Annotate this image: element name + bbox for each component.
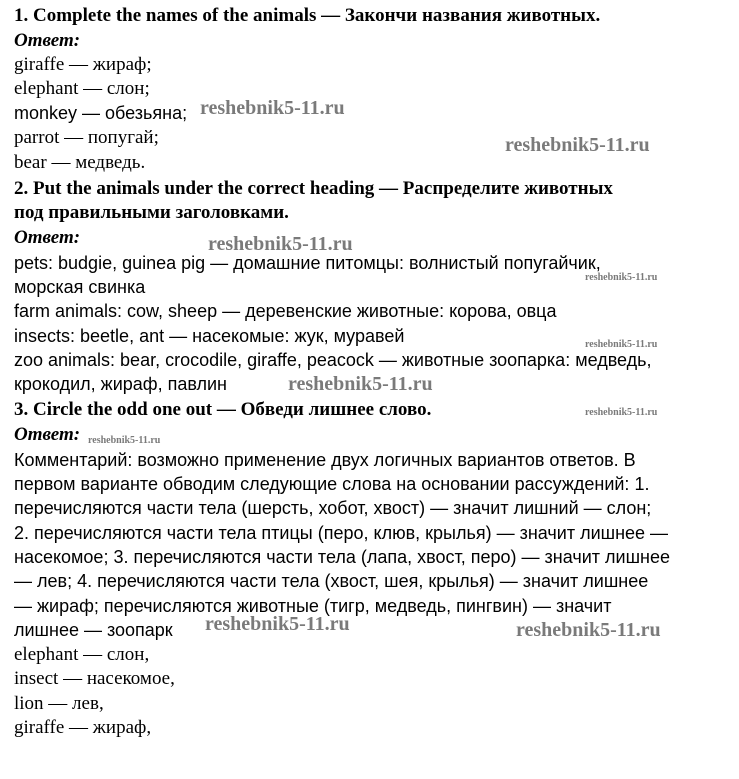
watermark: reshebnik5-11.ru (516, 619, 661, 641)
section-3-line: Комментарий: возможно применение двух логичных вариантов ответов. В (14, 450, 636, 470)
section-1-line: monkey — обезьяна; (14, 103, 188, 123)
section-1-line: giraffe — жираф; (14, 54, 152, 75)
watermark: reshebnik5-11.ru (505, 134, 650, 156)
watermark: reshebnik5-11.ru (205, 613, 350, 635)
section-1-line: elephant — слон; (14, 78, 150, 99)
section-3-answer-label: Ответ: (14, 424, 81, 445)
watermark: reshebnik5-11.ru (208, 233, 353, 255)
section-2-heading-cont: под правильными заголовками. (14, 202, 289, 223)
section-3-line: лишнее — зоопарк (14, 620, 173, 640)
section-3-line: 2. перечисляются части тела птицы (перо, клюв, крылья) — значит лишнее — (14, 523, 669, 543)
section-3-line: — лев; 4. перечисляются части тела (хвост, шея, крылья) — значит лишнее (14, 571, 649, 591)
section-1-answer-label: Ответ: (14, 30, 81, 51)
watermark: reshebnik5-11.ru (288, 373, 433, 395)
section-2-line: farm animals: cow, sheep — деревенские животные: корова, овца (14, 301, 557, 321)
section-2-line: крокодил, жираф, павлин (14, 374, 227, 394)
section-3-line: — жираф; перечисляются животные (тигр, медведь, пингвин) — значит (14, 596, 612, 616)
section-2-answer-label: Ответ: (14, 227, 81, 248)
watermark: reshebnik5-11.ru (88, 435, 161, 446)
watermark: reshebnik5-11.ru (585, 339, 658, 350)
section-3-line: перечисляются части тела (шерсть, хобот, хвост) — значит лишний — слон; (14, 498, 652, 518)
section-1-line: parrot — попугай; (14, 127, 159, 148)
section-2-line: морская свинка (14, 277, 146, 297)
watermark: reshebnik5-11.ru (585, 407, 658, 418)
watermark: reshebnik5-11.ru (585, 272, 658, 283)
section-2-line: pets: budgie, guinea pig — домашние питомцы: волнистый попугайчик, (14, 253, 601, 273)
section-2-line: zoo animals: bear, crocodile, giraffe, peacock — животные зоопарка: медведь, (14, 350, 652, 370)
section-3-heading: 3. Circle the odd one out — Обведи лишнее слово. (14, 399, 432, 420)
section-3-line: insect — насекомое, (14, 668, 175, 689)
section-3-line: giraffe — жираф, (14, 717, 152, 738)
watermark: reshebnik5-11.ru (200, 97, 345, 119)
section-2-heading: 2. Put the animals under the correct heading — Распределите животных (14, 178, 613, 199)
section-3-line: первом варианте обводим следующие слова на основании рассуждений: 1. (14, 474, 650, 494)
section-3-line: lion — лев, (14, 693, 104, 714)
section-3-line: elephant — слон, (14, 644, 150, 665)
section-2-line: insects: beetle, ant — насекомые: жук, муравей (14, 326, 405, 346)
section-1-heading: 1. Complete the names of the animals — Закончи названия животных. (14, 5, 601, 26)
section-3-line: насекомое; 3. перечисляются части тела (лапа, хвост, перо) — значит лишнее (14, 547, 670, 567)
section-1-line: bear — медведь. (14, 152, 146, 173)
